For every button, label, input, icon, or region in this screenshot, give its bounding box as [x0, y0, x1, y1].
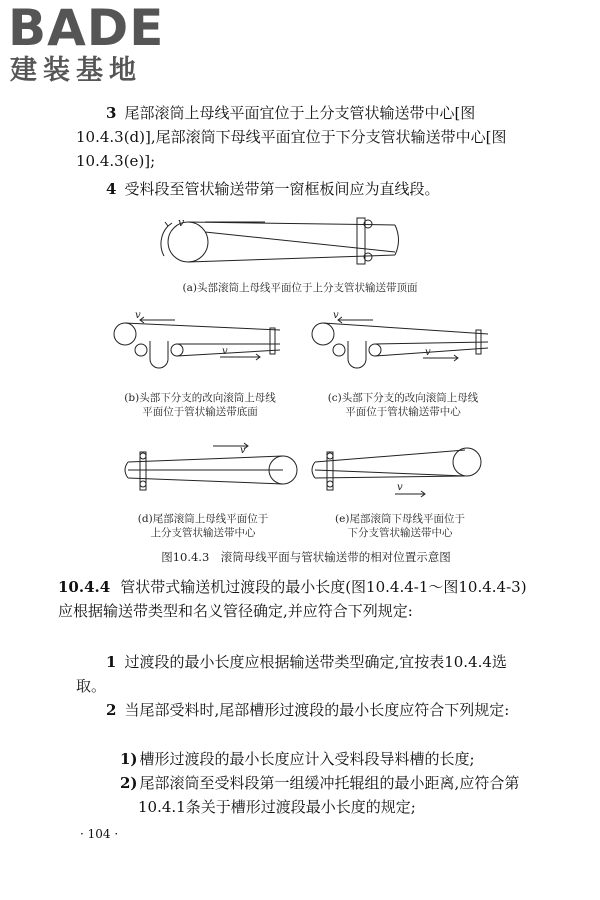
caption-c-line1: (c)头部下分支的改向滚筒上母线	[327, 392, 479, 404]
caption-d	[108, 512, 298, 540]
caption-e	[300, 512, 500, 540]
item-text: 过渡段的最小长度应根据输送带类型确定,宜按表10.4.4选取。	[76, 653, 507, 695]
subitem-number: 2)	[120, 774, 138, 792]
page-number: · 104 ·	[80, 827, 119, 841]
velocity-label: v	[135, 310, 141, 321]
item-text: 当尾部受料时,尾部槽形过渡段的最小长度应符合下列规定:	[124, 701, 510, 719]
figure-title: 图10.4.3 滚筒母线平面与管状输送带的相对位置示意图	[161, 550, 451, 564]
figure-d-diagram	[118, 440, 308, 505]
caption-b-line1: (b)头部下分支的改向滚筒上母线	[124, 392, 276, 404]
caption-c-line2: 平面位于管状输送带中心	[345, 406, 461, 418]
caption-d-line1: (d)尾部滚筒上母线平面位于	[137, 513, 269, 525]
velocity-label: v	[333, 310, 339, 321]
caption-e-line2: 下分支管状输送带中心	[347, 527, 453, 539]
subitem-2	[120, 771, 554, 819]
clause-text: 尾部滚筒上母线平面宜位于上分支管状输送带中心[图10.4.3(d)],尾部滚筒下母线平面宜位于下分支管状输送带中心[图10.4.3(e)];	[76, 104, 507, 170]
caption-d-line2: 上分支管状输送带中心	[150, 527, 256, 539]
caption-e-line1: (e)尾部滚筒下母线平面位于	[335, 513, 465, 525]
caption-b-line2: 平面位于管状输送带底面	[142, 406, 258, 418]
velocity-label: v	[222, 346, 228, 357]
figure-b-diagram	[110, 310, 290, 374]
figure-e-diagram	[305, 440, 505, 505]
logo-wordmark: BADE	[8, 0, 165, 57]
figure-c-diagram	[308, 310, 498, 374]
section-number: 10.4.4	[58, 578, 111, 596]
subitem-number: 1)	[120, 750, 138, 768]
section-10-4-4	[58, 575, 536, 623]
section-text: 管状带式输送机过渡段的最小长度(图10.4.4-1～图10.4.4-3)应根据输送带类型和名义管径确定,并应符合下列规定:	[58, 578, 527, 620]
item-2	[76, 698, 536, 722]
velocity-label: v	[425, 347, 431, 358]
caption-a: (a)头部滚筒上母线平面位于上分支管状输送带顶面	[182, 282, 418, 294]
bade-logo	[8, 2, 183, 90]
velocity-label: v	[240, 445, 246, 456]
figure-a-diagram	[150, 210, 410, 280]
velocity-label: v	[178, 216, 185, 229]
velocity-label: v	[397, 482, 403, 493]
logo-subtitle: 建装基地	[10, 55, 142, 86]
subitem-1	[120, 747, 536, 771]
caption-c	[298, 391, 508, 419]
subitem-text: 尾部滚筒至受料段第一组缓冲托辊组的最小距离,应符合第10.4.1条关于槽形过渡段最小长度的规定;	[138, 774, 520, 816]
clause-number: 3	[106, 104, 117, 122]
item-number: 1	[106, 653, 117, 671]
caption-b	[100, 391, 300, 419]
clause-number: 4	[106, 180, 117, 198]
clause-text: 受料段至管状输送带第一窗框板间应为直线段。	[124, 180, 440, 198]
item-number: 2	[106, 701, 117, 719]
item-1	[76, 650, 536, 698]
subitem-text: 槽形过渡段的最小长度应计入受料段导料槽的长度;	[139, 750, 475, 768]
clause-3	[76, 101, 536, 173]
clause-4	[76, 177, 536, 201]
